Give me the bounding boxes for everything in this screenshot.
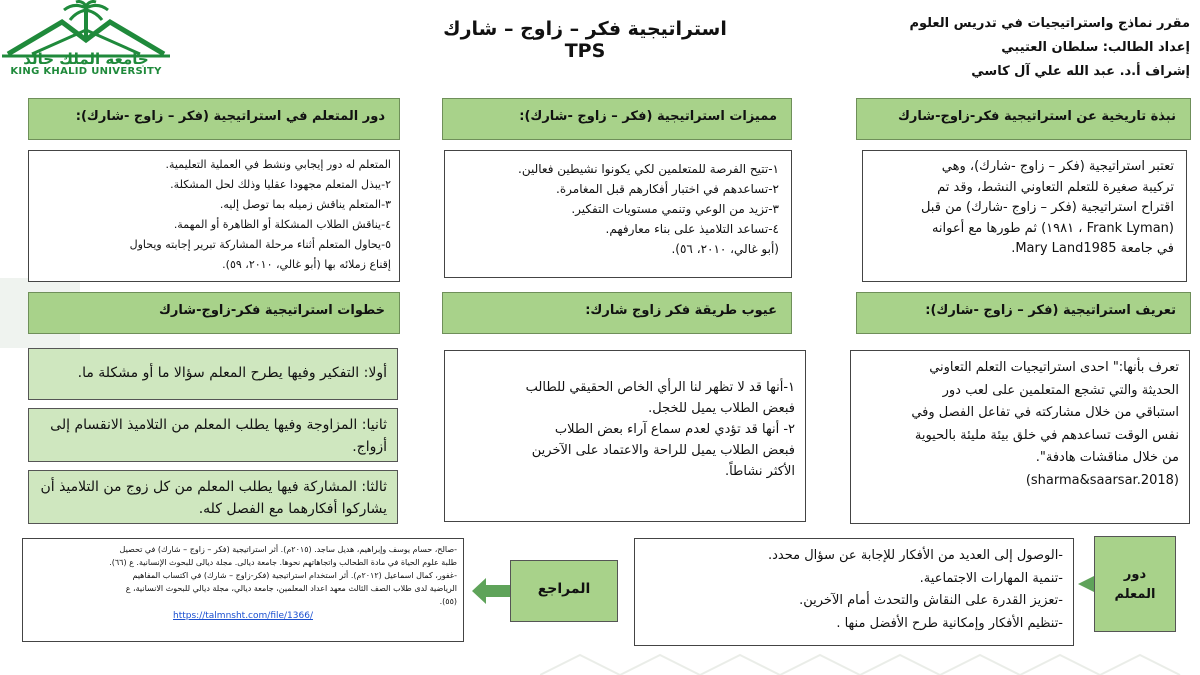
history-line: في جامعة Mary Land1985. [1011,241,1174,256]
teacher-role-box [634,538,1074,646]
drawbacks-line: ١-أنها قد لا تظهر لنا الرأي الخاص الحقيقي للطالب [525,380,795,395]
definition-box [850,350,1190,524]
reference-line: طلبة علوم الحياة في مادة الطحالب واتجاهاتهم نحوها. جامعة ديالى. مجلة ديالى للبحوث الإنسانية. ع (٦٦). [109,558,457,567]
references-box [22,538,464,642]
features-line: ٣-تزيد من الوعي وتنمي مستويات التفكير. [571,202,779,216]
teacher-role-line: -تعزيز القدرة على النقاش والتحدث أمام الآخرين. [799,593,1063,608]
learner-role-line: إقناع زملائه بها (أبو غالي، ٢٠١٠، ٥٩). [222,258,391,271]
step-2-box [28,408,398,462]
history-box [862,150,1187,282]
drawbacks-heading: عيوب طريقة فكر زاوج شارك: [442,292,792,334]
definition-heading: تعريف استراتيجية (فكر – زاوج -شارك): [856,292,1191,334]
reference-line: (٥٥). [439,597,457,606]
university-logo [0,0,172,76]
course-info [860,12,1190,84]
drawbacks-line: ٢- أنها قد تؤدي لعدم سماع آراء بعض الطلاب [554,422,795,437]
history-line: تركيبة صغيرة للتعلم التعاوني النشط، وقد تم [937,179,1174,195]
definition-line: نفس الوقت تساعدهم في خلق بيئة مليئة بالحيوية [914,427,1179,443]
teacher-role-line: -الوصول إلى العديد من الأفكار للإجابة عن سؤال محدد. [768,548,1063,563]
learner-role-line: ٣-المتعلم يناقش زميله بما توصل إليه. [219,198,391,211]
drawbacks-line: الأكثر نشاطاً. [724,464,795,479]
arrow-left-icon [472,578,510,604]
drawbacks-line: فبعض الطلاب يميل للخجل. [648,401,795,416]
arrow-left-icon [1078,576,1094,592]
step-2-text: ثانيا: المزاوجة وفيها يطلب المعلم من التلاميذ الانقسام إلى أزواج. [50,417,387,455]
teacher-role-line: -تنمية المهارات الاجتماعية. [919,570,1063,586]
step-1-box [28,348,398,400]
history-heading: نبذة تاريخية عن استراتيجية فكر-زاوج-شارك [856,98,1191,140]
reference-line: -صالح، حسام يوسف وإبراهيم، هديل ساجد. (٢٠١٥م). أثر استراتيجية (فكر – زاوج – شارك) في تحصيل [119,545,457,554]
reference-line: -غفور، كمال اسماعيل (٢٠١٢م). أثر استخدام استراتيجية (فكر-زاوج – شارك) في اكتساب المفاهيم [132,571,457,580]
definition-line: (sharma&saarsar.2018) [1025,472,1179,488]
features-line: (أبو غالي، ٢٠١٠، ٥٦). [671,242,779,256]
student-name: إعداد الطالب: سلطان العتيبي [1001,40,1190,55]
step-3-box [28,470,398,524]
definition-line: من خلال مناقشات هادفة". [1035,450,1179,465]
step-3-text: ثالثا: المشاركة فيها يطلب المعلم من كل زوج من التلاميذ أن يشاركوا أفكارهما مع الفصل كله. [40,479,387,517]
steps-heading: خطوات استراتيجية فكر-زاوج-شارك [28,292,400,334]
learner-role-box [28,150,400,282]
logo-english-name: KING KHALID UNIVERSITY [10,66,162,77]
history-line: (Frank Lyman ، ١٩٨١) ثم طورها مع أعوانه [931,220,1174,236]
drawbacks-box [444,350,806,522]
learner-role-line: المتعلم له دور إيجابي ونشط في العملية التعليمية. [165,158,391,171]
teacher-role-label-line: المعلم [1114,587,1156,602]
course-name: مقرر نماذج واستراتيجيات في تدريس العلوم [909,16,1190,31]
step-1-text: أولا: التفكير وفيها يطرح المعلم سؤالا ما أو مشكلة ما. [77,365,387,381]
learner-role-line: ٥-يحاول المتعلم أثناء مرحلة المشاركة تبرير إجابته ويحاول [129,238,391,251]
definition-line: الحديثة والتي تشجع المتعلمين على لعب دور [942,382,1179,398]
drawbacks-line: فبعض الطلاب يميل للراحة والاعتماد على الآخرين [531,443,795,458]
features-line: ٤-تساعد التلاميذ على بناء معارفهم. [605,222,779,236]
features-box [444,150,792,278]
learner-role-line: ٢-يبذل المتعلم مجهودا عقليا وذلك لحل المشكلة. [170,178,391,191]
references-arrow [472,578,510,604]
features-line: ١-تتيح الفرصة للمتعلمين لكي يكونوا نشيطين فعالين. [518,162,779,176]
page-title: استراتيجية فكر – زاوج – شارك TPS [443,18,727,62]
features-heading: مميزات استراتيجية (فكر – زاوج -شارك): [442,98,792,140]
definition-line: تعرف بأنها:" احدى استراتيجيات التعلم التعاوني [929,360,1179,375]
teacher-role-line: -تنظيم الأفكار وإمكانية طرح الأفضل منها . [836,615,1063,631]
history-line: تعتبر استراتيجية (فكر – زاوج -شارك)، وهي [941,159,1174,174]
features-line: ٢-تساعدهم في اختبار أفكارهم قبل المغامرة. [556,182,779,196]
supervisor-name: إشراف أ.د. عبد الله علي آل كاسي [971,64,1190,79]
learner-role-heading: دور المتعلم في استراتيجية (فكر – زاوج -شارك): [28,98,400,140]
teacher-role-label [1094,536,1176,632]
learner-role-line: ٤-يناقش الطلاب المشكلة أو الظاهرة أو المهمة. [173,218,391,231]
reference-line: الرياضية لدى طلاب الصف الثالث معهد اعداد المعلمين، جامعة ديالي، مجلة ديالي للبحوث الانسانية، ع [125,584,457,593]
references-label: المراجع [510,560,618,622]
definition-line: استباقي من خلال مشاركته في تفاعل الفصل وفي [911,405,1179,420]
history-line: اقتراح استراتيجية (فكر – زاوج -شارك) من قبل [920,200,1174,215]
reference-url-link[interactable]: https://talmnsht.com/file/1366/ [173,611,313,621]
logo-arabic-name: جامعة الملك خالد [23,50,149,68]
teacher-role-label-line: دور [1123,567,1147,582]
